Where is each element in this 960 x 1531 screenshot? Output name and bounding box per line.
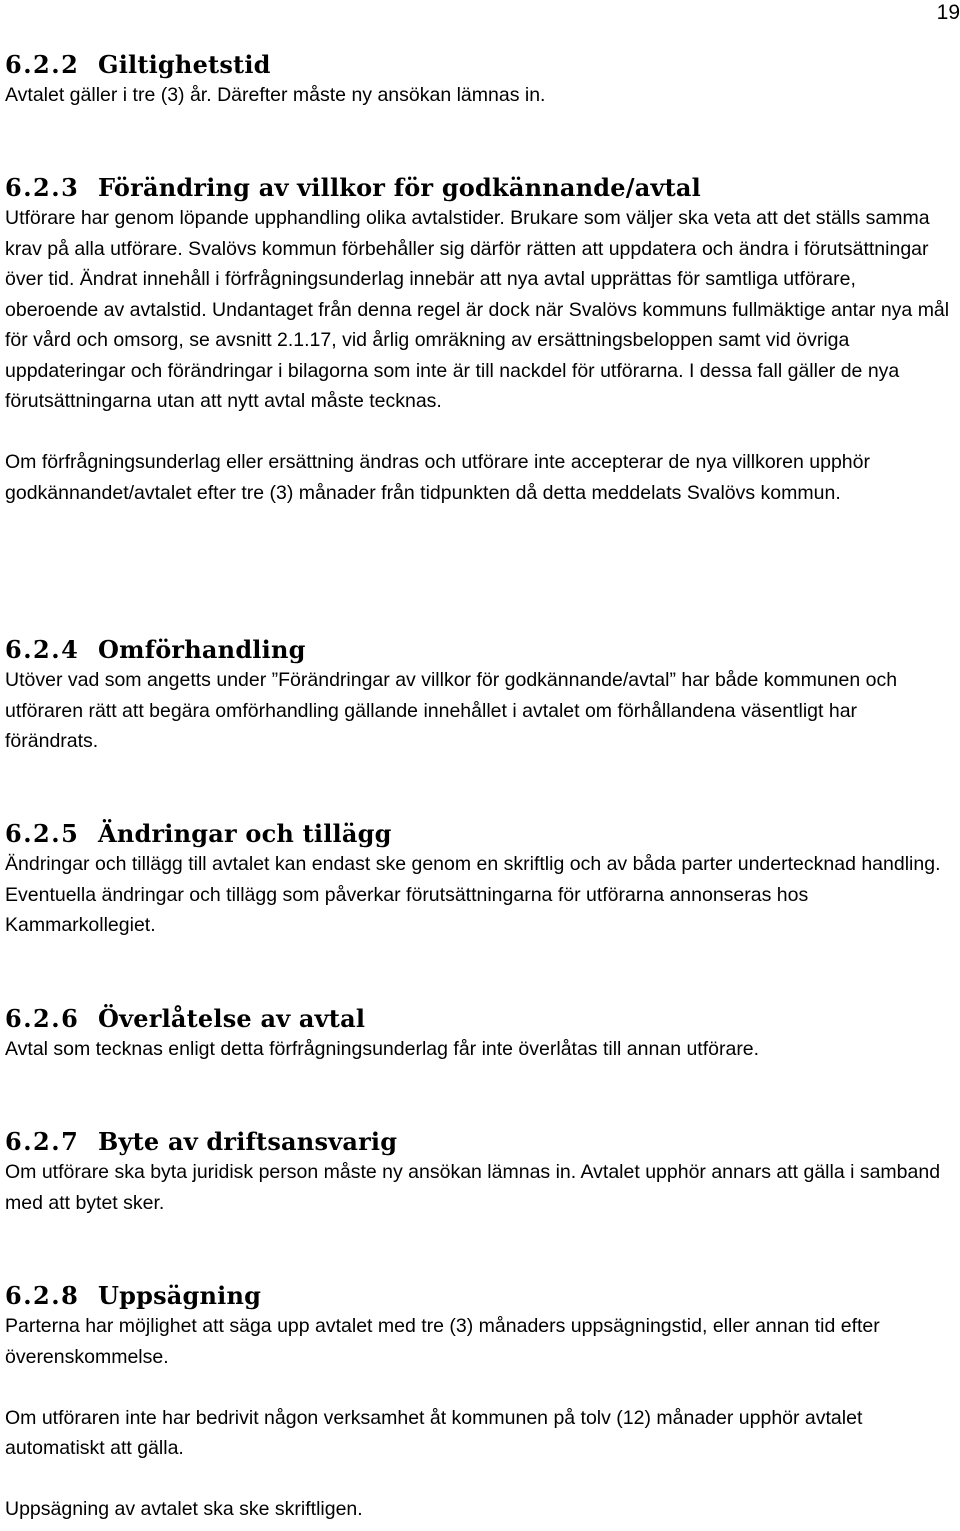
paragraph: Ändringar och tillägg till avtalet kan endast ske genom en skriftlig och av båda parter undertecknad handling. Eventuella ändringar och tillägg som påverkar förutsättningarna för utförarna annonseras hos Kammarkollegiet. <box>5 853 941 936</box>
section-title: Giltighetstid <box>98 50 271 79</box>
section-uppsagning <box>5 1281 952 1525</box>
paragraph: Utförare har genom löpande upphandling olika avtalstider. Brukare som väljer ska veta att det ställs samma krav på alla utförare. Svalövs kommun förbehåller sig därför rätten att uppdatera och ändra i förutsättningar över tid. Ändrat innehåll i förfrågningsunderlag innebär att nya avtal upprättas för samtliga utförare, oberoende av avtalstid. Undantaget från denna regel är dock när Svalövs kommuns fullmäktige antar nya mål för vård och omsorg, se avsnitt 2.1.17, vid årlig omräkning av ersättningsbeloppen samt vid övriga uppdateringar och förändringar i bilagorna som inte är till nackdel för utförarna. I dessa fall gäller de nya förutsättningarna utan att nytt avtal måste tecknas. <box>5 207 950 412</box>
section-number: 6.2.6 <box>5 1004 80 1033</box>
section-heading <box>5 1127 952 1157</box>
section-giltighetstid <box>5 50 952 111</box>
paragraph: Parterna har möjlighet att säga upp avtalet med tre (3) månaders uppsägningstid, eller annan tid efter överenskommelse. <box>5 1315 880 1368</box>
section-title: Byte av driftsansvarig <box>98 1127 398 1156</box>
section-title: Överlåtelse av avtal <box>98 1004 366 1033</box>
section-number: 6.2.5 <box>5 819 80 848</box>
section-heading <box>5 819 952 849</box>
paragraph: Avtalet gäller i tre (3) år. Därefter måste ny ansökan lämnas in. <box>5 84 546 106</box>
section-andringar-och-tillagg <box>5 819 952 941</box>
section-number: 6.2.7 <box>5 1127 80 1156</box>
section-heading <box>5 1004 952 1034</box>
paragraph: Om förfrågningsunderlag eller ersättning ändras och utförare inte accepterar de nya villkoren upphör godkännandet/avtalet efter tre (3) månader från tidpunkten då detta meddelats Svalövs kommun. <box>5 451 870 504</box>
section-number: 6.2.3 <box>5 173 80 202</box>
section-title: Omförhandling <box>98 635 306 664</box>
section-forandring-av-villkor <box>5 173 952 508</box>
section-heading <box>5 50 952 80</box>
section-number: 6.2.8 <box>5 1281 80 1310</box>
paragraph: Om utförare ska byta juridisk person måste ny ansökan lämnas in. Avtalet upphör annars att gälla i samband med att bytet sker. <box>5 1161 941 1214</box>
section-title: Uppsägning <box>98 1281 262 1310</box>
section-number: 6.2.2 <box>5 50 80 79</box>
paragraph: Uppsägning av avtalet ska ske skriftligen. <box>5 1498 363 1520</box>
section-overlatelse-av-avtal <box>5 1004 952 1065</box>
section-byte-av-driftsansvarig <box>5 1127 952 1218</box>
paragraph: Utöver vad som angetts under ”Förändringar av villkor för godkännande/avtal” har både kommunen och utföraren rätt att begära omförhandling gällande innehållet i avtalet om förhållandena väsentligt har förändrats. <box>5 669 898 752</box>
section-title: Förändring av villkor för godkännande/avtal <box>98 173 701 202</box>
section-number: 6.2.4 <box>5 635 80 664</box>
page-number: 19 <box>936 1 960 24</box>
paragraph: Avtal som tecknas enligt detta förfrågningsunderlag får inte överlåtas till annan utförare. <box>5 1038 760 1060</box>
section-omforhandling <box>5 635 952 757</box>
section-title: Ändringar och tillägg <box>98 819 392 848</box>
section-heading <box>5 635 952 665</box>
section-heading <box>5 1281 952 1311</box>
paragraph: Om utföraren inte har bedrivit någon verksamhet åt kommunen på tolv (12) månader upphör avtalet automatiskt att gälla. <box>5 1406 863 1459</box>
section-heading <box>5 173 952 203</box>
